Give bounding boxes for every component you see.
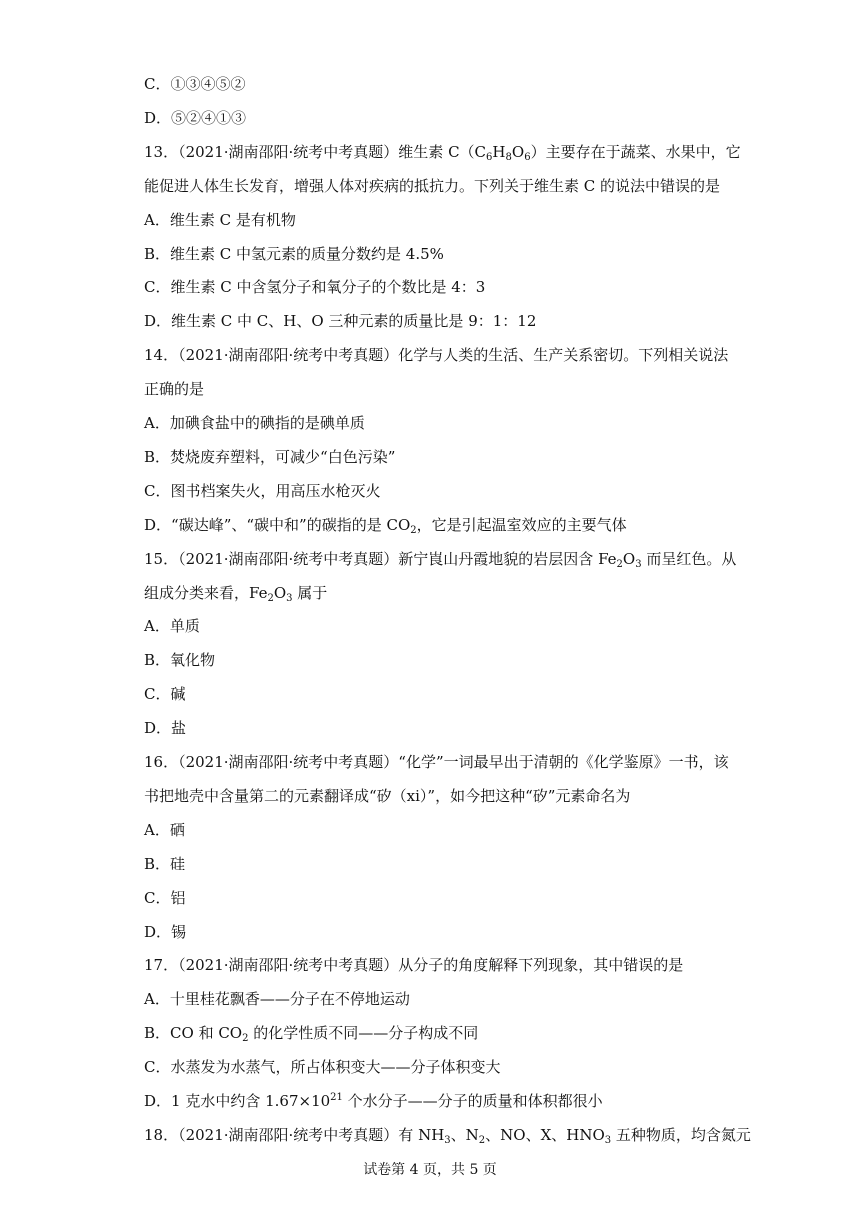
text-line [144,515,744,535]
text-line [144,311,744,331]
text-line [144,583,744,603]
text-segment: 15．（2021·湖南邵阳·统考中考真题）新宁崀山丹霞地貌的岩层因含 Fe [144,549,617,568]
text-line [144,955,744,975]
text-line [144,108,744,128]
text-segment: C．维生素 C 中含氢分子和氧分子的个数比是 4：3 [144,278,486,297]
text-line [144,752,744,772]
text-segment: 14．（2021·湖南邵阳·统考中考真题）化学与人类的生活、生产关系密切。下列相关说法 [144,346,729,365]
text-segment: 、N [450,1125,479,1144]
text-segment: 五种物质，均含氮元 [611,1125,751,1144]
text-segment: 组成分类来看，Fe [144,583,268,602]
text-segment: O [273,583,287,602]
subscript: 6 [486,151,493,163]
text-line [144,142,744,162]
text-line [144,176,744,196]
text-line [144,684,744,704]
text-segment: 正确的是 [144,380,205,399]
text-segment: D．⑤②④①③ [144,108,247,127]
text-segment: A．加碘食盐中的碘指的是碘单质 [144,414,365,432]
text-segment: B．维生素 C 中氢元素的质量分数约是 4.5% [144,244,444,263]
text-segment: 17．（2021·湖南邵阳·统考中考真题）从分子的角度解释下列现象，其中错误的是 [144,956,684,975]
text-segment: ）主要存在于蔬菜、水果中，它 [530,142,741,161]
page-footer: 试卷第 4 页，共 5 页 [363,1162,497,1178]
text-segment: 18．（2021·湖南邵阳·统考中考真题）有 NH [144,1125,445,1144]
text-segment: H [492,142,506,161]
text-segment: 能促进人体生长发育，增强人体对疾病的抵抗力。下列关于维生素 C 的说法中错误的是 [144,176,721,195]
text-segment: ，它是引起温室效应的主要气体 [416,515,627,534]
text-segment: D．锡 [144,922,187,941]
text-line [144,989,744,1009]
subscript: 3 [286,592,293,604]
text-segment: 16．（2021·湖南邵阳·统考中考真题）“化学”一词最早出于清朝的《化学鉴原》一书，该 [144,753,729,771]
text-line [144,379,744,399]
text-segment: D．“碳达峰”、“碳中和”的碳指的是 CO [144,515,411,534]
text-line [144,650,744,670]
text-line [144,1125,751,1146]
text-segment: A．单质 [144,617,200,636]
text-segment: C．图书档案失火，用高压水枪灭火 [144,481,381,500]
text-segment: 、NO、X、HNO [485,1125,605,1144]
text-segment: 13．（2021·湖南邵阳·统考中考真题）维生素 C（C [144,142,487,161]
text-line [144,1091,744,1111]
text-line [144,786,744,806]
superscript: 21 [330,1092,343,1103]
text-line [144,1057,744,1077]
subscript: 6 [524,151,531,163]
text-segment: C．碱 [144,685,186,704]
text-segment: O [622,549,636,568]
text-segment: B．硅 [144,854,186,873]
text-segment: 个水分子——分子的质量和体积都很小 [342,1092,603,1110]
text-segment: D．维生素 C 中 C、H、O 三种元素的质量比是 9：1：12 [144,312,537,331]
text-line [144,922,744,942]
subscript: 3 [444,1134,451,1146]
text-line [144,888,744,908]
text-segment: B．焚烧废弃塑料，可减少“白色污染” [144,447,396,466]
text-segment: A．维生素 C 是有机物 [144,210,296,229]
text-line [144,413,744,433]
text-segment: 书把地壳中含量第二的元素翻译成“矽（xi）”，如今把这种“矽”元素命名为 [144,786,631,805]
subscript: 8 [505,151,512,163]
subscript: 3 [635,558,642,570]
text-segment: A．硒 [144,820,185,839]
text-line [144,277,744,297]
text-line [144,481,744,501]
text-line [144,549,744,569]
subscript: 2 [410,524,417,536]
text-line [144,345,744,365]
text-line [144,1023,744,1043]
text-segment: O [511,142,525,161]
text-segment: C．①③④⑤② [144,75,246,93]
subscript: 2 [478,1134,486,1146]
subscript: 2 [242,1033,249,1045]
text-line [144,447,744,467]
subscript: 3 [604,1134,612,1146]
text-line [144,74,744,94]
subscript: 2 [616,558,623,570]
text-segment: C．铝 [144,888,186,907]
text-line [144,820,744,840]
text-segment: D．1 克水中约含 1.67×10 [144,1092,331,1110]
text-segment: 的化学性质不同——分子构成不同 [248,1024,479,1043]
text-line [144,616,744,636]
text-segment: D．盐 [144,719,187,738]
text-segment: A．十里桂花飘香——分子在不停地运动 [144,990,410,1009]
text-segment: B．氧化物 [144,651,216,670]
text-segment: C．水蒸发为水蒸气，所占体积变大——分子体积变大 [144,1058,501,1077]
text-segment: 属于 [292,583,328,602]
text-line [144,718,744,738]
text-line [144,854,744,874]
text-line [144,244,744,264]
text-segment: 而呈红色。从 [641,549,737,568]
text-segment: B．CO 和 CO [144,1024,243,1043]
text-line [144,210,744,230]
subscript: 2 [267,592,274,604]
